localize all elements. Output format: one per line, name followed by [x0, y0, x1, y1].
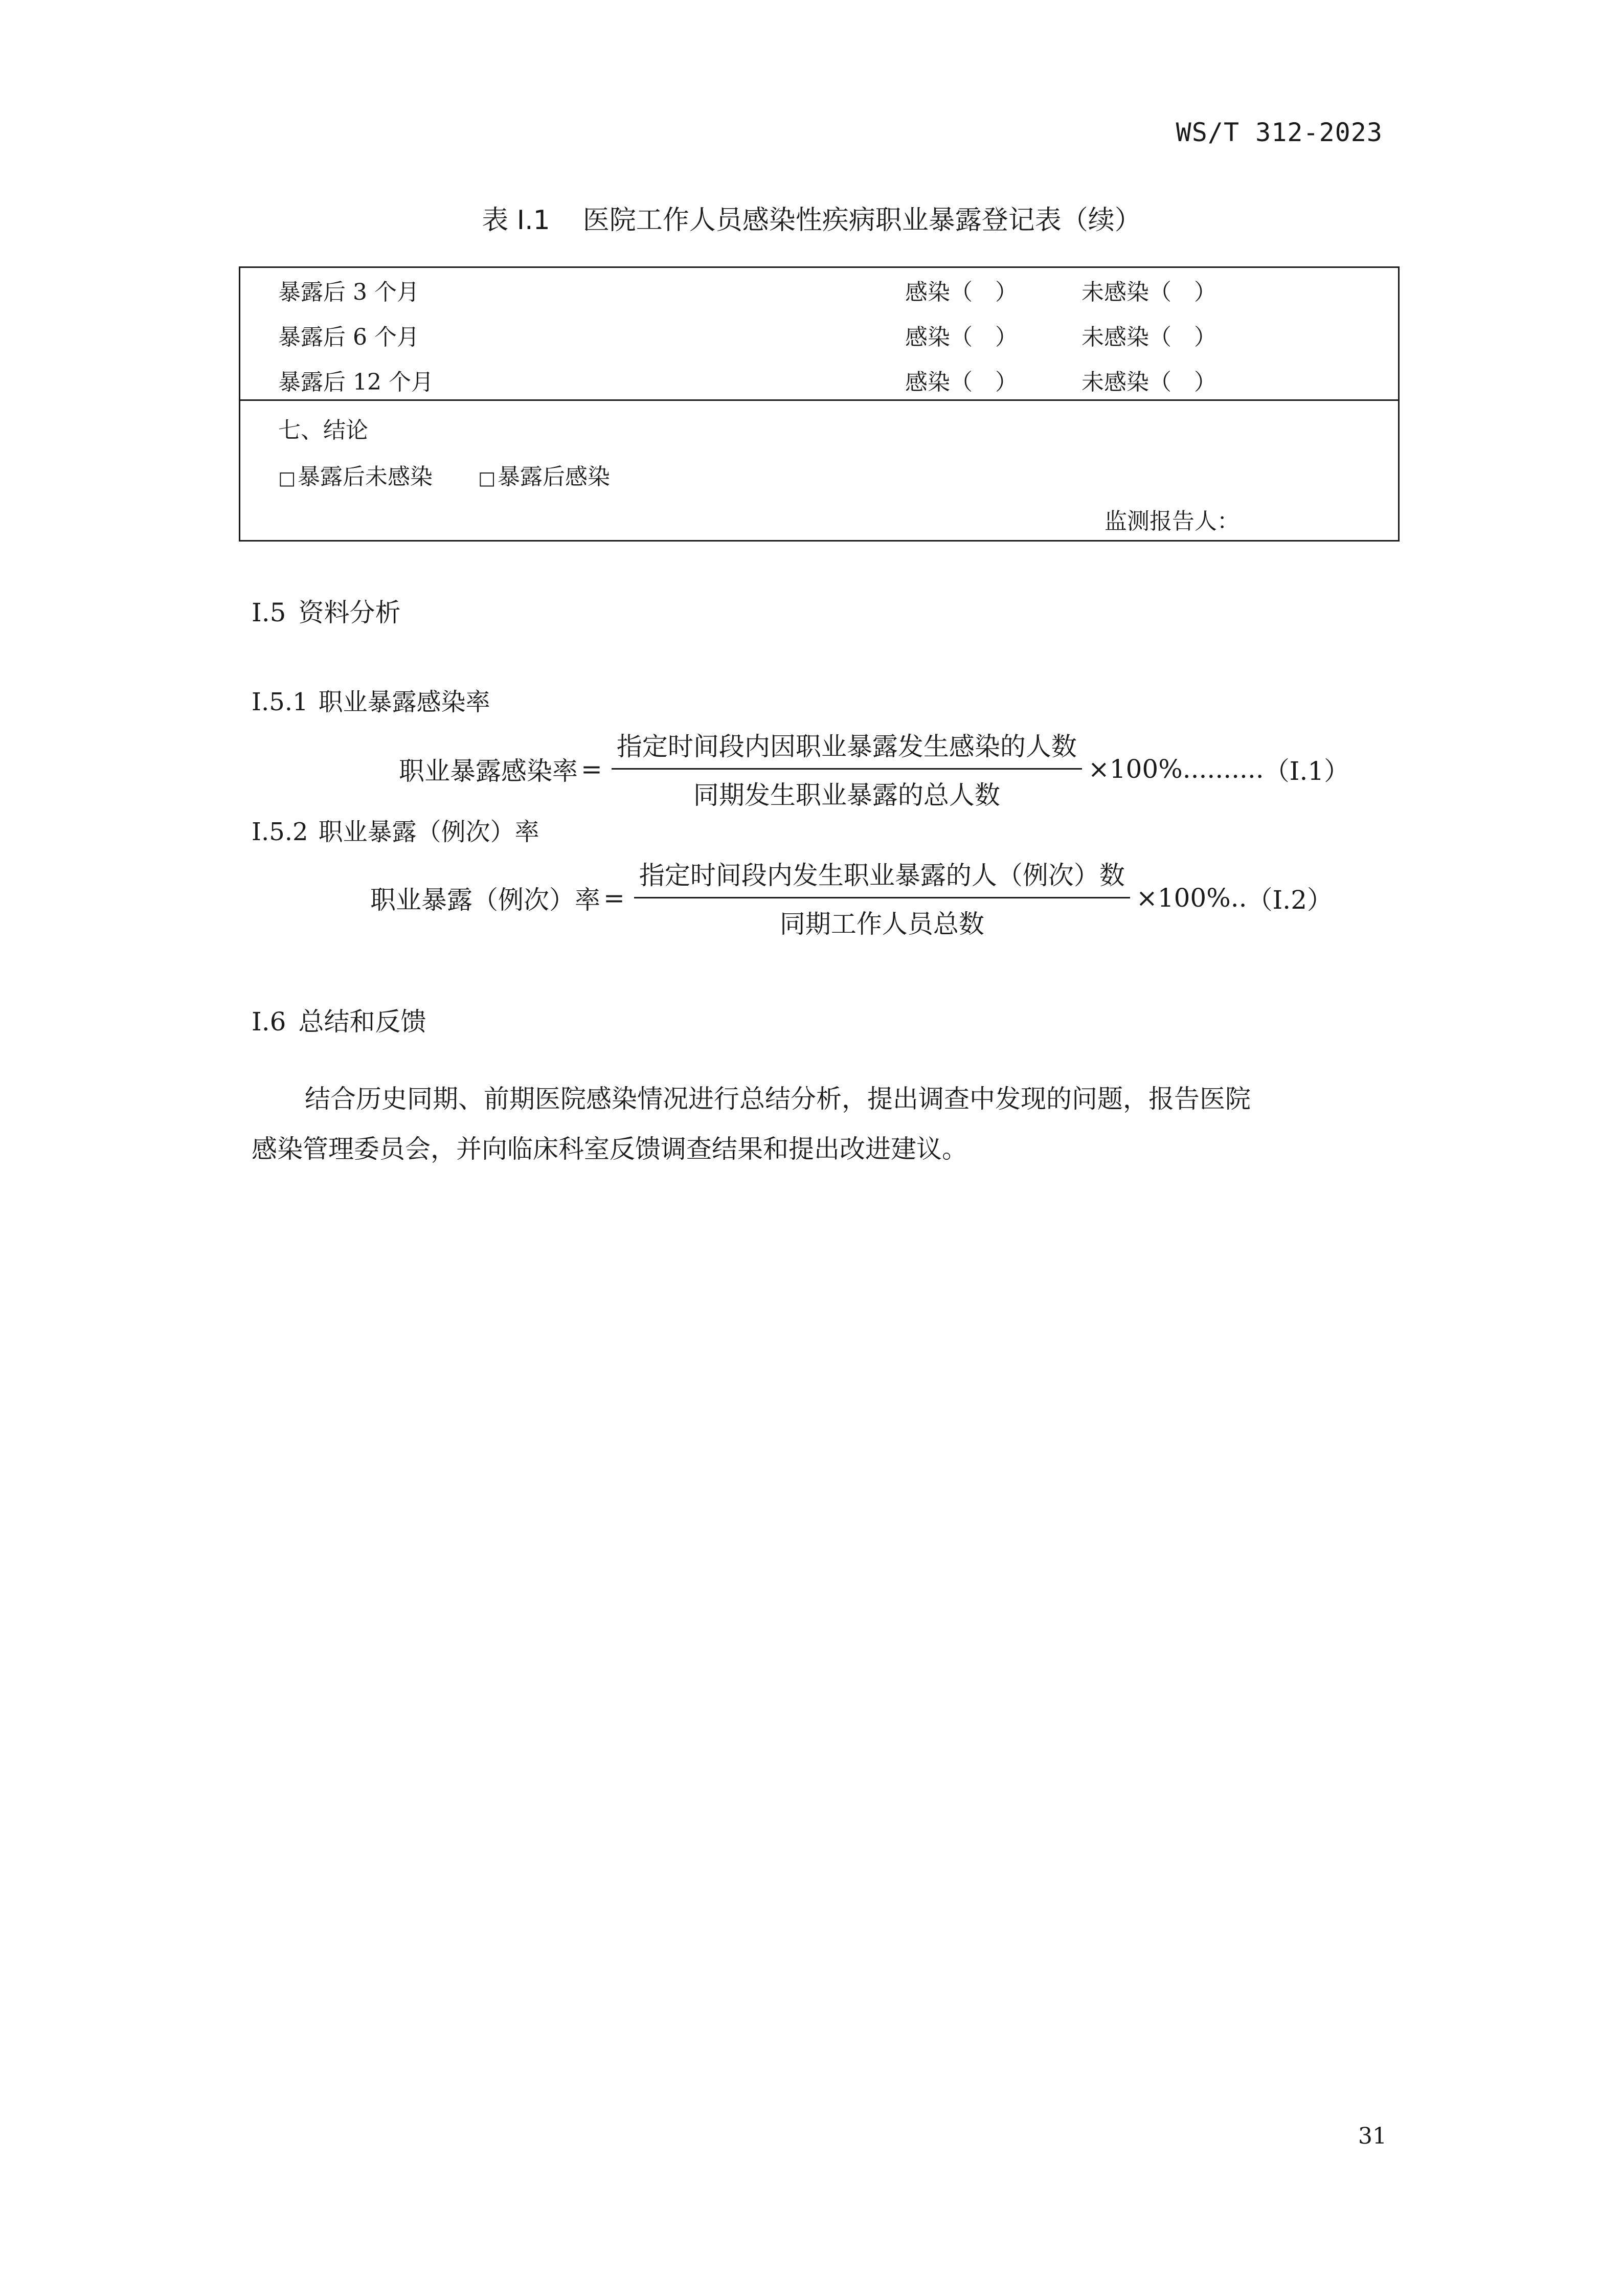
- section-heading-i5: [252, 592, 400, 629]
- dot-leader: ..: [1230, 883, 1247, 913]
- registration-table: [239, 266, 1400, 542]
- option-not-infected[interactable]: [278, 458, 433, 491]
- formula-lhs: 职业暴露感染率: [399, 756, 578, 786]
- formula-reference: （I.1）: [1264, 756, 1350, 786]
- option-infected-label: 暴露后感染: [498, 464, 611, 490]
- option-not-infected-label: 暴露后未感染: [298, 464, 433, 490]
- formula-reference: （I.2）: [1247, 885, 1333, 915]
- conclusion-heading: 七、结论: [278, 417, 368, 443]
- paragraph-line-1-text: 结合历史同期、前期医院感染情况进行总结分析，提出调查中发现的问题，报告医院: [305, 1084, 1251, 1114]
- subsection-heading-i5-2: [252, 812, 539, 847]
- section-heading-i6: [252, 1001, 426, 1038]
- followup-infected-3m: 感染（ ）: [905, 279, 1018, 305]
- formula-i1: [399, 726, 1349, 812]
- page-number: 31: [1358, 2123, 1387, 2149]
- followup-period-12m: 暴露后 12 个月: [278, 369, 434, 395]
- multiplier: ×100%: [1088, 754, 1183, 784]
- checkbox-icon: □: [478, 468, 496, 489]
- paragraph-line-2: 感染管理委员会，并向临床科室反馈调查结果和提出改进建议。: [252, 1134, 967, 1164]
- followup-not-infected-3m: 未感染（ ）: [1081, 279, 1216, 305]
- equals-sign: =: [581, 754, 602, 784]
- followup-period-6m: 暴露后 6 个月: [278, 324, 419, 350]
- multiplier: ×100%: [1136, 883, 1231, 913]
- subsection-title: 职业暴露（例次）率: [318, 818, 539, 846]
- section-number: I.6: [252, 1007, 286, 1037]
- subsection-title: 职业暴露感染率: [318, 688, 490, 716]
- table-number: 表 I.1: [482, 205, 550, 236]
- section-title: 资料分析: [298, 598, 401, 627]
- formula-lhs: 职业暴露（例次）率: [370, 885, 600, 915]
- followup-not-infected-12m: 未感染（ ）: [1081, 369, 1216, 395]
- denominator: 同期发生职业暴露的总人数: [693, 780, 1000, 810]
- subsection-number: I.5.1: [252, 688, 308, 716]
- numerator: 指定时间段内因职业暴露发生感染的人数: [612, 726, 1082, 770]
- table-title-text: 医院工作人员感染性疾病职业暴露登记表（续）: [582, 205, 1141, 236]
- subsection-number: I.5.2: [252, 818, 308, 846]
- followup-period-3m: 暴露后 3 个月: [278, 279, 419, 305]
- equals-sign: =: [603, 883, 625, 913]
- followup-infected-6m: 感染（ ）: [905, 324, 1018, 350]
- standard-code: WS/T 312-2023: [1176, 118, 1383, 147]
- numerator: 指定时间段内发生职业暴露的人（例次）数: [634, 855, 1130, 898]
- paragraph-line-1: [252, 1074, 1397, 1124]
- dot-leader: ..........: [1182, 754, 1264, 784]
- section-title: 总结和反馈: [298, 1007, 426, 1037]
- reporter-label: 监测报告人：: [1104, 508, 1239, 534]
- subsection-heading-i5-1: [252, 682, 490, 717]
- table-row-divider: [239, 399, 1400, 401]
- table-title: [0, 198, 1623, 237]
- formula-i2: [370, 855, 1333, 940]
- option-infected[interactable]: [478, 458, 610, 491]
- section-number: I.5: [252, 598, 286, 627]
- followup-infected-12m: 感染（ ）: [905, 369, 1018, 395]
- summary-paragraph: [252, 1074, 1397, 1174]
- followup-not-infected-6m: 未感染（ ）: [1081, 324, 1216, 350]
- denominator: 同期工作人员总数: [779, 909, 984, 939]
- fraction: [634, 855, 1130, 940]
- fraction: [612, 726, 1082, 812]
- checkbox-icon: □: [278, 468, 296, 489]
